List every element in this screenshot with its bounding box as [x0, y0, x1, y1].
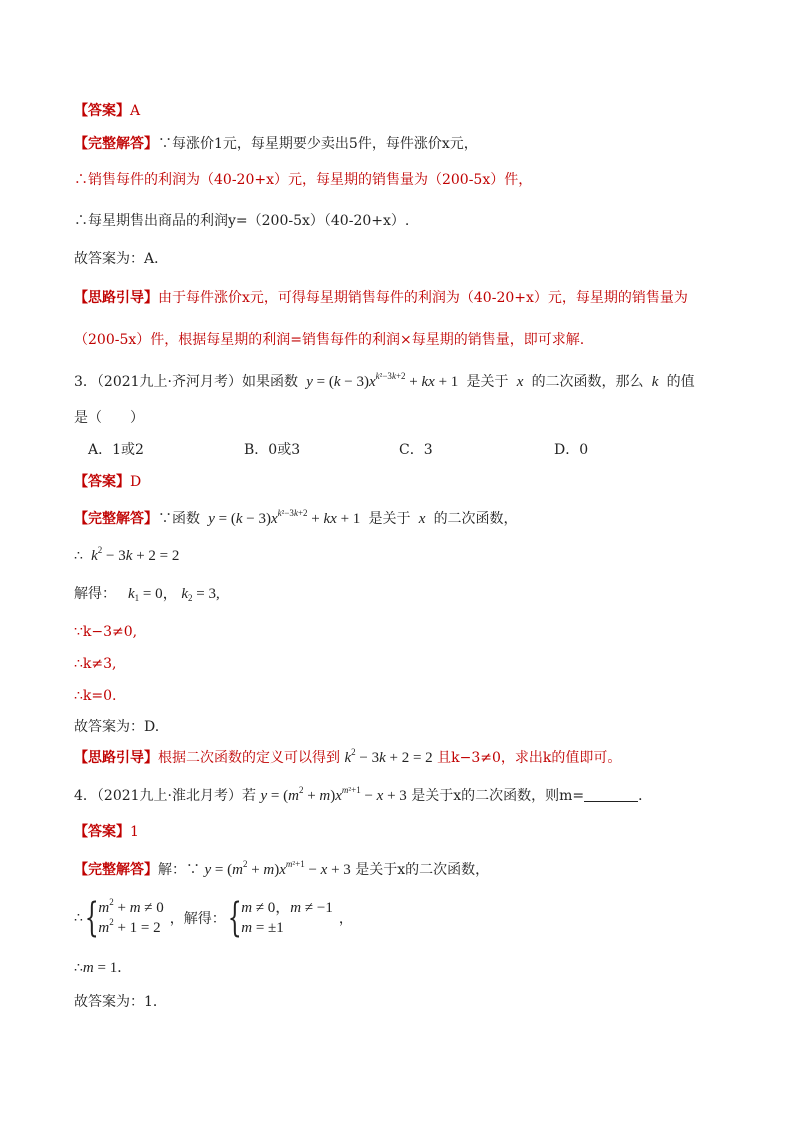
q4-result: m = 1 — [82, 960, 118, 976]
answer-label: 【答案】 — [74, 824, 130, 840]
q2-hint-line-2: （200-5x）件，根据每星期的利润=销售每件的利润×每星期的销售量，即可求解. — [74, 332, 585, 348]
answer-value: D — [130, 474, 142, 490]
left-brace: { — [227, 895, 242, 941]
q3-solution-line-1 — [74, 509, 518, 529]
q3-solve-line — [74, 584, 220, 604]
q3-hint-line — [74, 748, 621, 768]
q4-answer-line — [74, 822, 139, 842]
q3-roots: $k_1 = 0$， $k_2 = 3$, — [127, 586, 220, 603]
q4-result-line — [74, 958, 131, 978]
q4-stem-line — [74, 786, 652, 806]
answer-blank — [584, 787, 638, 802]
q3-equation-line — [74, 546, 179, 566]
q3-function-formula-rest: = $(k - 3)x^{k^2-3k+2}$ + kx + 1 — [312, 371, 463, 390]
q3-stem-line-1 — [74, 372, 695, 392]
solution-tail: 是关于 — [368, 511, 411, 527]
answer-label: 【答案】 — [74, 474, 130, 490]
solution-label: 【完整解答】 — [74, 136, 158, 152]
q3-stem-tail2: 的值 — [666, 374, 695, 390]
solution-head: 解：∵ — [158, 862, 200, 878]
result-suffix: ． — [117, 960, 132, 976]
answer-value: 1 — [130, 824, 139, 840]
q3-condition: ∵k−3≠0, — [74, 624, 138, 640]
solution-label: 【完整解答】 — [74, 862, 158, 878]
hint-label: 【思路引导】 — [74, 290, 158, 306]
q3-equation: $k^2 - 3k + 2 = 2$ — [91, 545, 180, 564]
q3-option-a: A．1或2 — [88, 442, 144, 458]
q3-solution-formula: $y = (k - 3)x^{k^2-3k+2}$ + kx + 1 — [208, 508, 365, 527]
q3-k-not-equal: ∴k≠3, — [74, 656, 117, 672]
solve-label: ，解得： — [169, 911, 226, 927]
therefore-sign: ∴ — [74, 548, 83, 564]
q4-solution-1: m ≠ 0，m ≠ −1 — [241, 900, 333, 916]
q4-stem-tail: 是关于x的二次函数，则m= — [411, 788, 585, 804]
q2-conclusion: 故答案为：A． — [74, 251, 169, 267]
q3-stem-line-2: 是（ ） — [74, 410, 144, 426]
sys-end: ， — [338, 911, 353, 927]
q4-stem-end: ． — [638, 788, 653, 804]
solve-label: 解得： — [74, 586, 116, 602]
q4-function-formula: $y = (m^2 + m)x^{m^2+1} - x + 3$ — [260, 785, 407, 804]
q4-solution-line-1 — [74, 860, 489, 880]
q3-stem-head: 3．（2021九上·齐河月考）如果函数 — [74, 374, 298, 390]
hint-head: 根据二次函数的定义可以得到 — [158, 750, 340, 766]
left-brace: { — [84, 895, 99, 941]
q4-solution-2: m = ±1 — [241, 920, 284, 936]
q4-system-line — [74, 895, 353, 941]
q2-solution-line-3: ∴每星期售出商品的利润y=（200-5x）（40-20+x）. — [74, 213, 410, 229]
q3-var-k: k — [648, 374, 663, 390]
q3-conclusion: 故答案为：D. — [74, 719, 160, 735]
solution-tail: 是关于x的二次函数， — [355, 862, 490, 878]
hint-text: 由于每件涨价x元，可得每星期销售每件的利润为（40-20+x）元，每星期的销售量为 — [158, 290, 688, 306]
q4-conclusion: 故答案为：1． — [74, 994, 167, 1010]
q2-answer-line — [74, 101, 140, 121]
solution-tail2: 的二次函数， — [433, 511, 518, 527]
therefore-sign: ∴ — [74, 960, 83, 976]
q3-option-b: B．0或3 — [244, 442, 301, 458]
q2-solution-line-2: ∴销售每件的利润为（40-20+x）元，每星期的销售量为（200-5x）件， — [74, 172, 533, 188]
solution-head: ∵函数 — [158, 511, 200, 527]
solution-text: ∵每涨价1元，每星期要少卖出5件，每件涨价x元， — [158, 136, 478, 152]
q3-option-d: D．0 — [554, 442, 589, 458]
q4-solution-formula: $y = (m^2 + m)x^{m^2+1} - x + 3$ — [204, 859, 351, 878]
answer-label: 【答案】 — [74, 103, 130, 119]
therefore-sign: ∴ — [74, 910, 83, 926]
q3-option-c: C．3 — [399, 442, 433, 458]
q3-k-equal: ∴k=0. — [74, 688, 117, 704]
q3-hint-equation: $k^2 - 3k + 2 = 2$ — [344, 747, 433, 766]
hint-tail: 且k−3≠0，求出k的值即可。 — [437, 750, 622, 766]
q4-condition-2: $m^2 + 1 = 2$ — [98, 917, 161, 936]
q3-answer-line — [74, 472, 141, 492]
q3-stem-mid: 是关于 — [466, 374, 509, 390]
q3-stem-tail: 的二次函数，那么 — [531, 374, 644, 390]
q4-system-solutions — [241, 898, 333, 938]
q2-hint-line-1 — [74, 288, 688, 308]
answer-value: A — [130, 103, 141, 119]
q4-system-conditions — [98, 898, 163, 938]
hint-label: 【思路引导】 — [74, 750, 158, 766]
q4-stem-head: 4．（2021九上·淮北月考）若 — [74, 788, 256, 804]
q4-condition-1: $m^2 + m \ne 0$ — [98, 897, 164, 916]
q2-solution-line-1 — [74, 134, 478, 154]
q3-solution-var-x: x — [414, 511, 430, 527]
q3-function-formula: y — [302, 374, 313, 390]
q3-var-x: x — [512, 374, 528, 390]
solution-label: 【完整解答】 — [74, 511, 158, 527]
